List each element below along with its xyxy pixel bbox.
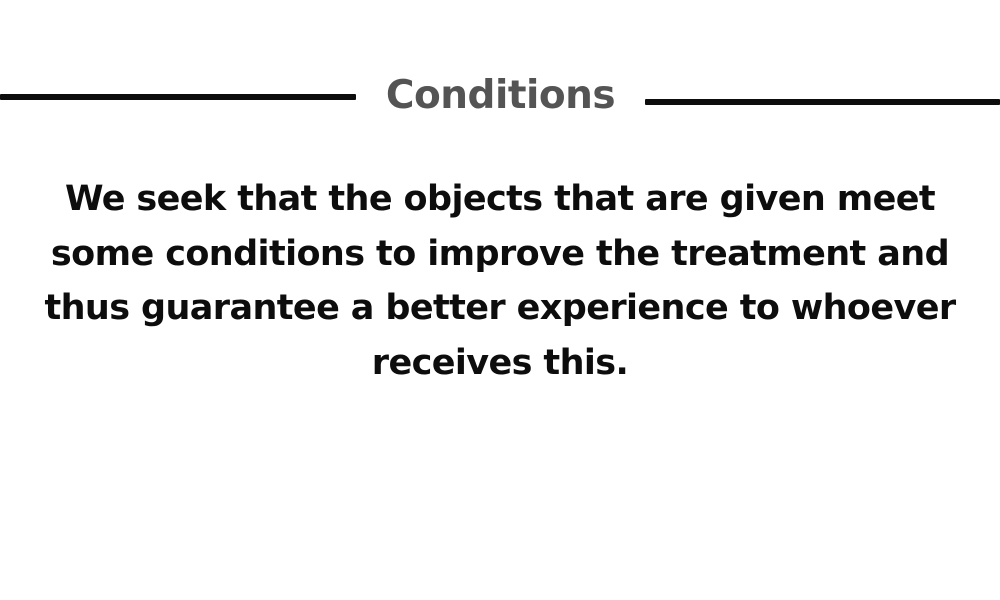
left-divider-line: [0, 94, 356, 100]
conditions-description: We seek that the objects that are given meet some conditions to improve the treatment and thus guarantee a better experience to whoever receives this.: [44, 179, 956, 383]
section-heading: Conditions: [385, 73, 616, 118]
right-divider-line: [645, 99, 1000, 105]
